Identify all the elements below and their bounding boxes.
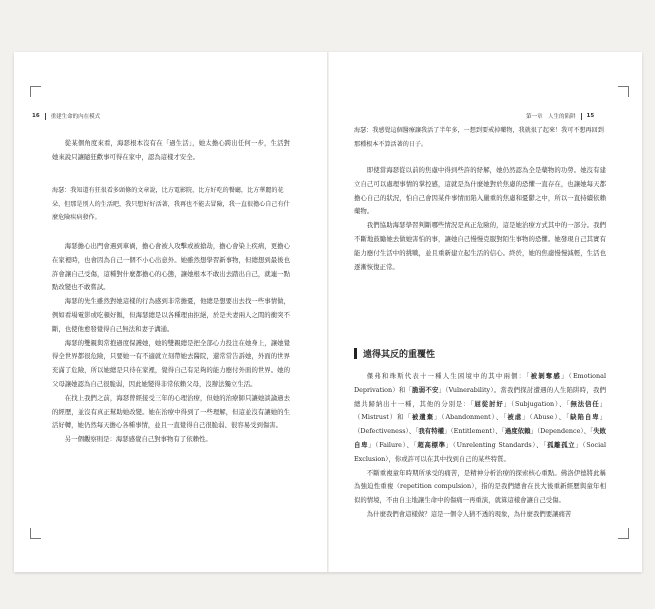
right-text-block-1: [354, 164, 606, 274]
book-spread: [14, 52, 642, 572]
section-heading: [354, 347, 435, 360]
trap-term: 被虐: [507, 413, 523, 422]
paragraph: 海瑟擔心出門會遇到車禍，擔心會被人攻擊或被搶劫，擔心會染上疾病，更擔心在家裡時，也會因為自己一個不小心出意外。她雖然想學習新事物，但總想到最後也許會讓自己受傷，這種對什麼都擔心的心態，讓她根本不敢出去踏出自己，就連一點點改變也不敢嘗試。: [52, 242, 290, 292]
trap-term: 我有特權: [418, 427, 445, 436]
paragraph: 另一個觀察則是：海瑟感覺自己對事物有了依賴性。: [64, 435, 212, 444]
quote-text: 海瑟：我感覺這個醫療讓我活了半年多，一想到要戒掉藥物，我就很了起來！我可不想再回到那種根本不算活著的日子。: [354, 127, 604, 148]
paragraph: 在找上我們之前，海瑟曾經接受三年的心理治療，但她的治療師只讓她談論過去的經歷，並沒有真正幫助她改變。她在治療中得到了一些理解，但這並沒有讓她的生活好轉，她仍然每天擔心各種事情，並且一直覺得自己很脆弱、很容易受到傷害。: [52, 393, 290, 430]
book-spine: [327, 52, 329, 572]
trap-term: 孤離孤立: [547, 440, 576, 449]
crop-mark: [618, 86, 629, 97]
crop-mark: [30, 86, 41, 97]
left-page-header: [32, 112, 100, 120]
running-title: 第一章 人生的陷阱: [526, 114, 576, 120]
header-divider: [45, 113, 46, 120]
trap-term: 被剝奪感: [530, 372, 561, 380]
left-text-block-1: [52, 137, 290, 165]
crop-mark: [618, 528, 629, 539]
paragraph: 海瑟的雙親與常抱過度保護她，她的雙親總是把全部心力投注在她身上，讓她覺得全世界都很危險，只要她一有不適就立刻帶她去醫院，還常常告訴她，外面的世界充滿了危險，所以她總是只待在家裡，覺得自己有足夠的能力應付外面的世界。她的父母讓她認為自己很脆弱，因此她變得非常依賴父母，沒辦法獨立生活。: [52, 338, 290, 388]
paragraph: 即使當海瑟從以前的焦慮中得到些許的紓解，她仍然認為全是藥物的功勞。她沒有建立自己可以處理事情的掌控感，這就是為什麼她對於焦慮的恐懼一直存在，也讓她每天都擔心自己的狀況，怕自己會因某件事情而陷入嚴重的焦慮和憂鬱之中，所以一直持續依賴藥物。: [354, 166, 606, 216]
running-title: 重建生命的內在模式: [50, 114, 101, 120]
crop-mark: [30, 528, 41, 539]
left-text-block-2: [52, 240, 290, 447]
paragraph: 從某個角度來看，海瑟根本沒有在「過生活」，她太擔心跨出任何一步，生活對她來說只讓隨狂歡事可得在家中，認為這樣才安全。: [52, 139, 290, 161]
page-number: 15: [586, 113, 595, 119]
paragraph: 海瑟的先生雖然對她這樣的行為感到非常擔憂，他總是想要出去找一些事情做，例如看場電影或吃頓好飯，但海瑟總是以各種理由拒絕，於是夫妻兩人之間的衝突不斷，也使他愈發覺得自己無法和妻子溝通。: [52, 297, 290, 333]
page-number: 16: [32, 113, 40, 119]
heading-bar: [354, 348, 357, 359]
trap-term: 缺陷自卑: [570, 413, 600, 422]
trap-term: 無法信任: [570, 399, 600, 408]
trap-term: 過度依賴: [504, 427, 531, 436]
trap-term: 脆弱不安: [412, 385, 439, 394]
right-page: [330, 52, 642, 572]
right-quote: [354, 124, 604, 151]
paragraph: 為什麼我們會這樣做？這是一個令人猜不透的現象，為什麼我們要讓痛苦: [366, 509, 572, 518]
trap-term: 被遺棄: [411, 413, 434, 422]
header-divider: [581, 113, 582, 120]
trap-term: 屈從討好: [474, 399, 504, 408]
paragraph: 不斷重複童年時期所承受的痛苦，是精神分析治療的探索核心重點。佛洛伊德將此稱為強迫性重複（repetition compulsion），指的是我們總會在長大後重新經歷與童年相似的情境，不由自主地讓生命中的傷痛一再重演，就算這樣會讓自己受傷。: [354, 468, 606, 505]
traps-paragraph: 傑弗和珠斯代表十一種人生困境中的其中兩個：「被剝奪感」（Emotional Deprivation）和「脆弱不安」（Vulnerability）。當我們探討遭遇的人生陷阱時，我們總共歸納出十一種，其他的分別是：「屈從討好」（Subjugation）、「無法信任」（Mistrust）和「被遺棄」（Abandonment）、「被虐」（Abuse）、「缺陷自卑」（Defectiveness）、「我有特權」（Entitlement）、「過度依賴」（Dependence）、「失敗自卑」（Failure）、「超高標準」（Unrelenting Standards）、「孤離孤立」（Social Exclusion），你或許可以在其中找到自己的某些特質。: [354, 372, 607, 463]
left-quote: [52, 184, 292, 225]
right-text-block-2: [354, 370, 606, 522]
quote-text: 海瑟：我知道有狂很看多頭條的文章說，比方電影院，比方好吃的餐廳，比方華麗的花朵，但那是別人的生活吧，我只想好好活著，我再也不能去冒險，我一直很擔心自己有什麼危險疾病發作。: [52, 187, 290, 222]
paragraph: 我們協助海瑟學習判斷哪些情況是真正危險的，這是她治療方式其中的一部分。我們不斷地鼓勵她去做她害怕的事，讓她自己慢慢克服對陌生事物的恐懼。她發現自己其實有能力應付生活中的挑戰，並且重新建立起生活的信心。終於，她的焦慮慢慢減輕，生活也逐漸恢復正常。: [354, 221, 606, 271]
trap-term: 失敗自卑: [354, 427, 607, 449]
section-title: 遠得其反的重覆性: [363, 350, 436, 360]
right-page-header: [526, 112, 594, 120]
left-page: [14, 52, 314, 572]
trap-term: 超高標準: [417, 440, 446, 449]
